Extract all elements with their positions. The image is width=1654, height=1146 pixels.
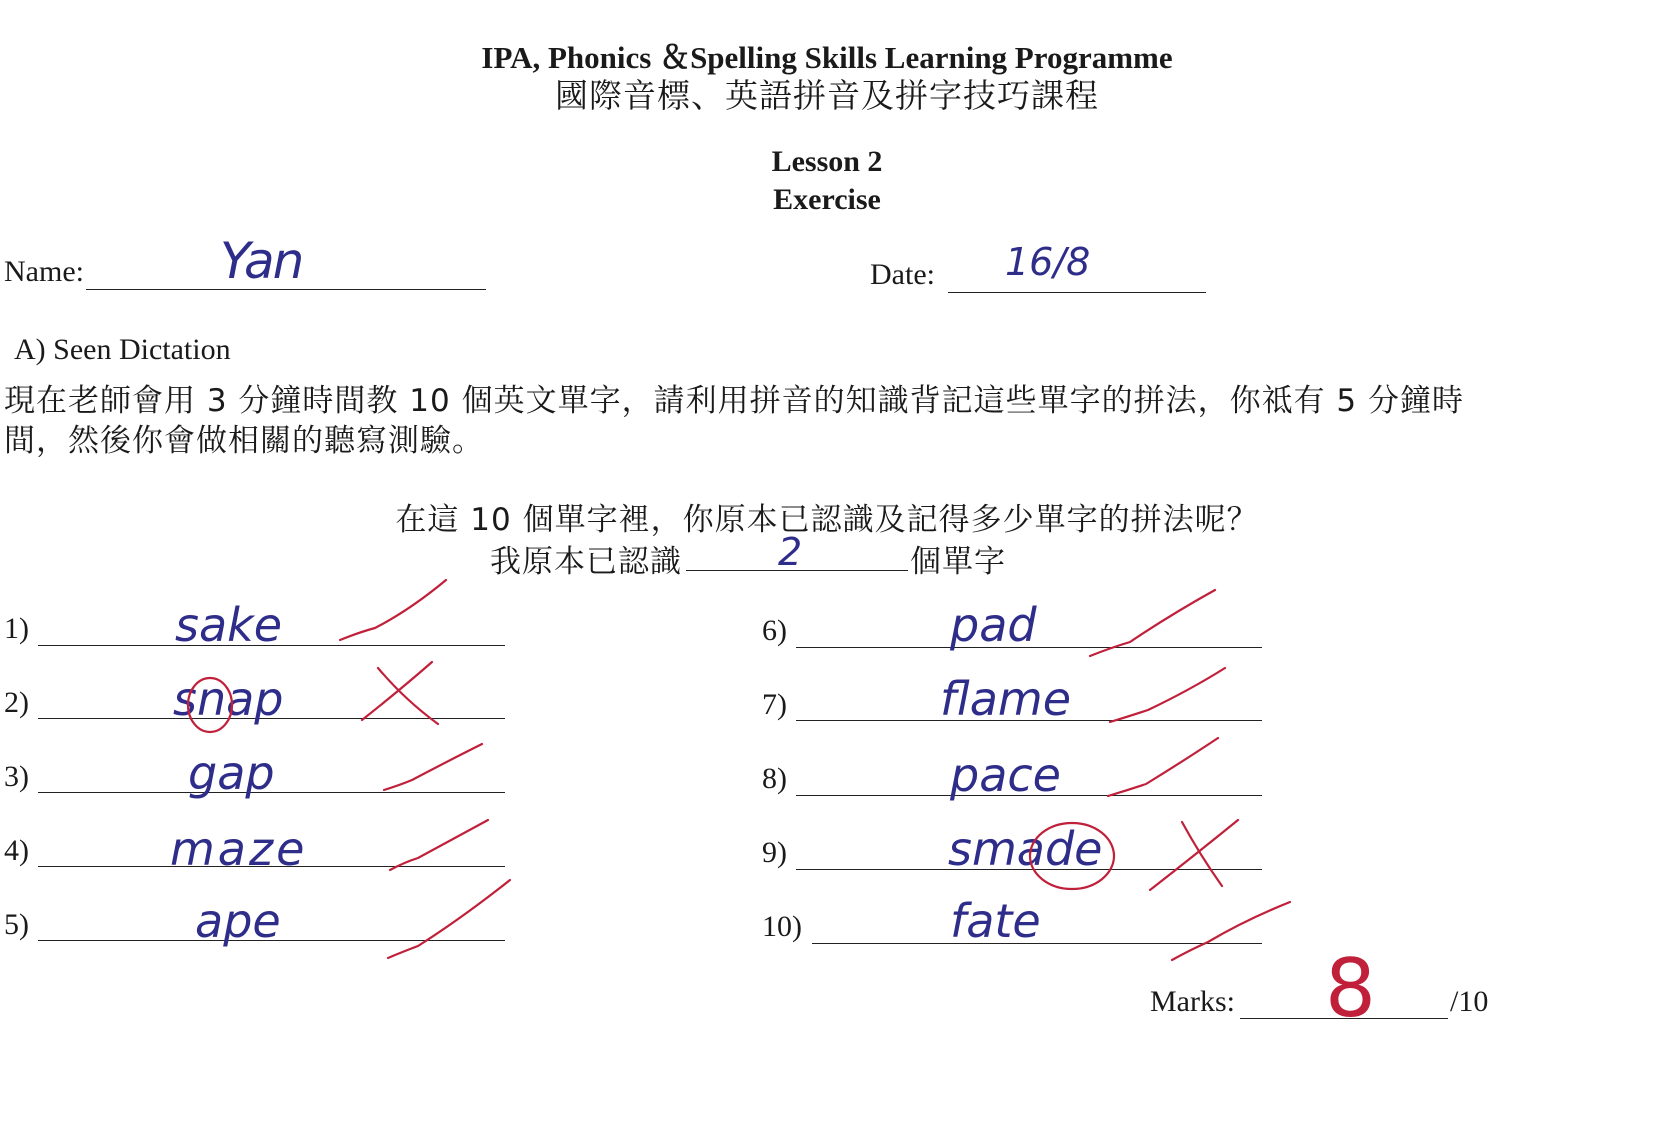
error-circle [1030,823,1114,889]
item-number: 4) [4,834,29,867]
tick-mark [1108,738,1218,796]
marks-value: 8 [1325,942,1376,1035]
instruction-line-1: 現在老師會用 3 分鐘時間教 10 個英文單字，請利用拼音的知識背記這些單字的拼法，你祗有 5 分鐘時 [4,383,1465,419]
cross-mark [378,668,438,724]
tick-mark [384,744,482,790]
tick-mark [390,820,488,870]
programme-title-en: IPA, Phonics ＆Spelling Skills Learning Programme [481,40,1173,75]
item-number: 1) [4,612,29,645]
name-label: Name: [4,255,84,288]
item-answer: smade [948,822,1103,876]
date-label: Date: [870,258,935,291]
answer-prefix: 我原本已認識 [490,544,682,580]
tick-mark [1110,668,1225,722]
item-answer: pad [950,598,1037,652]
name-value: Yan [220,232,303,290]
answer-value: 2 [778,530,803,574]
item-number: 9) [762,836,787,869]
marks-label: Marks: [1150,985,1235,1018]
item-answer: snap [173,672,284,726]
item-answer: pace [950,748,1061,802]
programme-title-zh: 國際音標、英語拼音及拼字技巧課程 [555,76,1099,115]
item-answer: fate [950,894,1041,948]
item-answer: flame [940,672,1072,726]
marks-out-of: /10 [1450,985,1489,1018]
item-number: 6) [762,614,787,647]
item-answer: gap [188,746,275,800]
item-number: 8) [762,762,787,795]
question-prompt: 在這 10 個單字裡，你原本已認識及記得多少單字的拼法呢？ [395,502,1259,538]
error-circle [188,678,232,732]
item-answer: ape [195,894,281,948]
item-answer: maze [170,822,308,876]
date-value: 16/8 [1005,240,1091,284]
item-number: 7) [762,688,787,721]
item-number: 3) [4,760,29,793]
item-answer: sake [175,598,283,652]
tick-mark [1090,590,1215,656]
tick-mark [340,580,446,640]
exercise-title: Exercise [773,183,881,216]
instruction-line-2: 間，然後你會做相關的聽寫測驗。 [4,423,484,459]
cross-mark [1182,822,1222,886]
answer-suffix: 個單字 [910,544,1006,580]
section-a-heading: A) Seen Dictation [14,333,231,366]
lesson-title: Lesson 2 [771,145,883,178]
item-number: 2) [4,686,29,719]
item-number: 5) [4,908,29,941]
tick-mark [388,880,510,958]
tick-mark [1172,902,1290,960]
item-number: 10) [762,910,802,943]
cross-mark [1150,820,1238,890]
